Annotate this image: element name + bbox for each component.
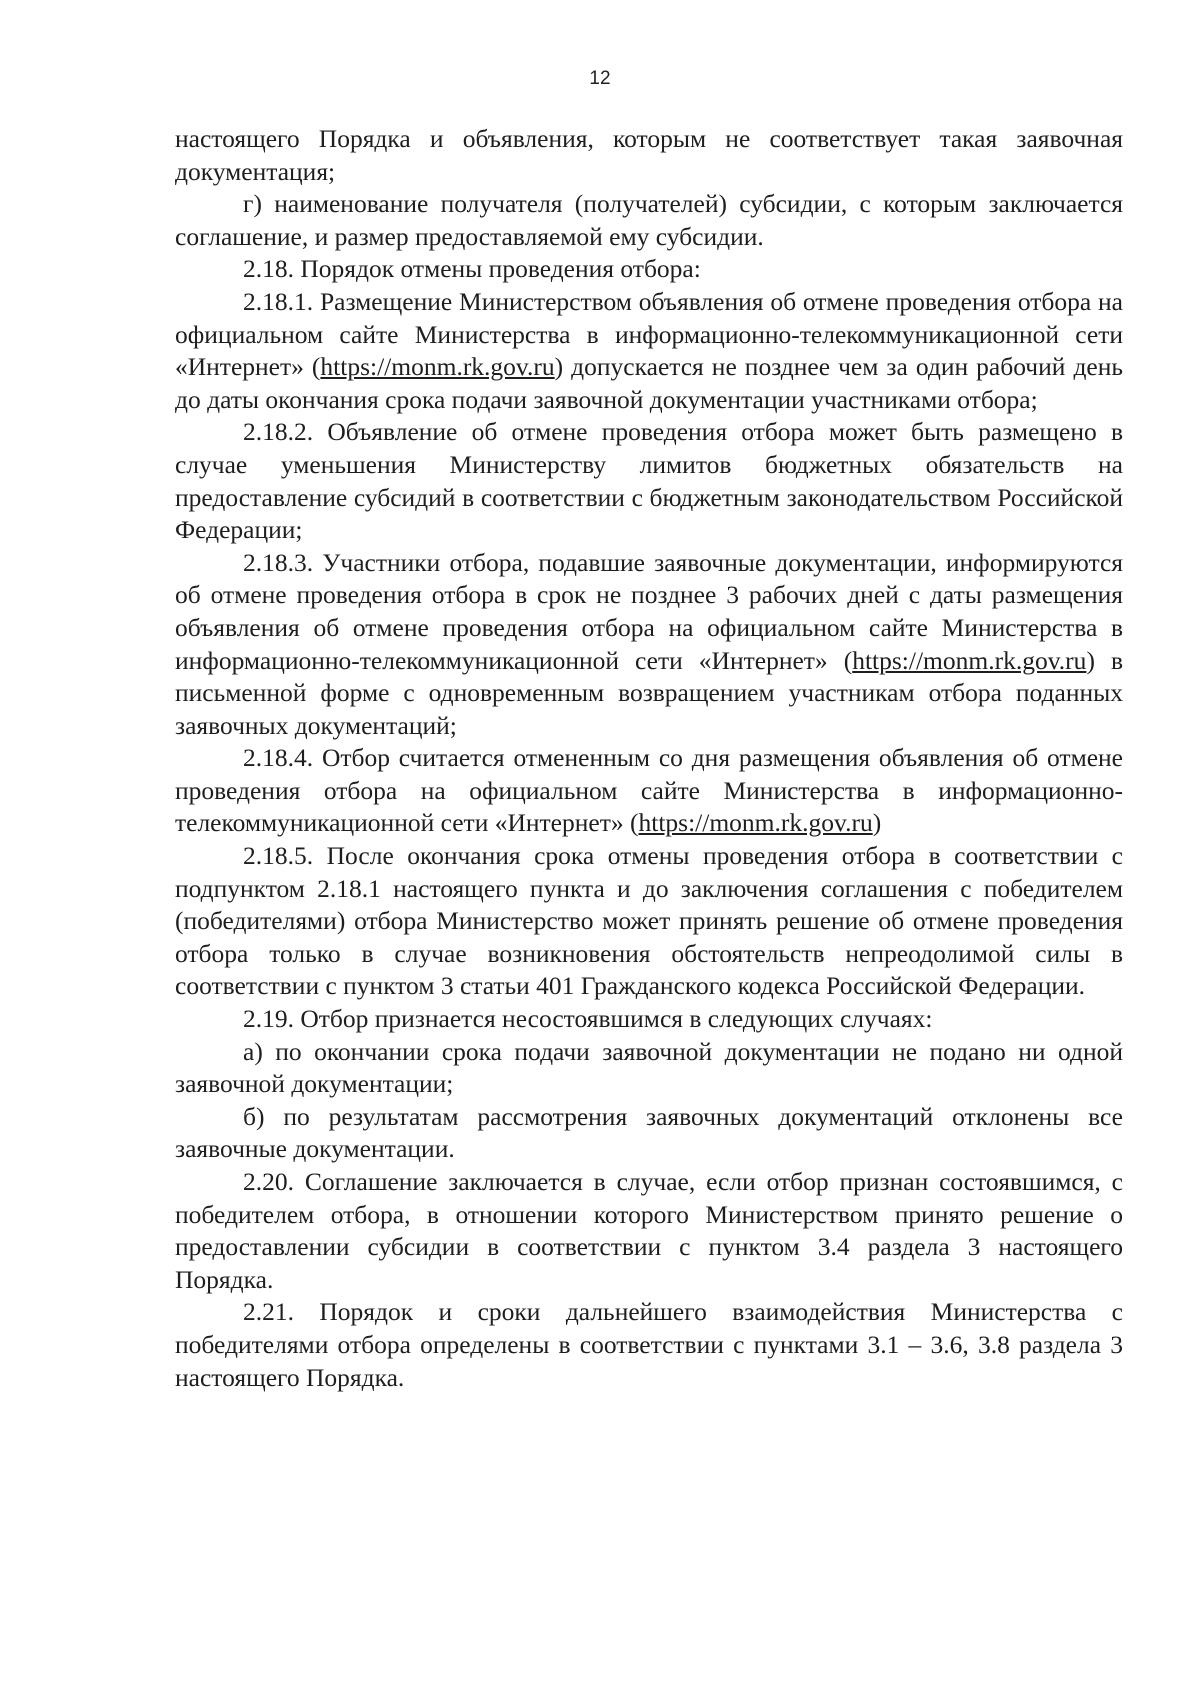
paragraph-text: 2.18.4. Отбор считается отмененным со дня размещения объявления об отмене проведения отбора на официальном сайте Министерства в информационно-телекоммуникационной сети «Интернет» (: [175, 743, 1123, 838]
paragraph-item-a: а) по окончании срока подачи заявочной документации не подано ни одной заявочной документации;: [175, 1036, 1123, 1099]
page-number: 12: [589, 68, 611, 89]
site-link[interactable]: https://monm.rk.gov.ru: [638, 808, 873, 838]
paragraph-2-18-5: 2.18.5. После окончания срока отмены проведения отбора в соответствии с подпунктом 2.18.1 настоящего пункта и до заключения соглашения с победителем (победителями) отбора Министерство может принять решение об отмене проведения отбора только в случае возникновения обстоятельств непреодолимой силы в соответствии с пунктом 3 статьи 401 Гражданского кодекса Российской Федерации.: [175, 841, 1123, 1001]
paragraph-text: ) в письменной форме с одновременным возвращением участникам отбора поданных заявочных документаций;: [175, 645, 1123, 740]
paragraph-text: 2.18.3. Участники отбора, подавшие заявочные документации, информируются об отмене проведения отбора в срок не позднее 3 рабочих дней с даты размещения объявления об отмене проведения отбора на официальном сайте Министерства в информационно-телекоммуникационной сети «Интернет» (: [175, 547, 1123, 675]
paragraph-2-18-3: [175, 547, 1123, 743]
paragraph-2-18-4: [175, 742, 1123, 840]
paragraph-text: 2.18.1. Размещение Министерством объявления об отмене проведения отбора на официальном сайте Министерства в информационно-телекоммуникационной сети «Интернет» (: [175, 286, 1123, 382]
paragraph-2-18: 2.18. Порядок отмены проведения отбора:: [243, 254, 701, 284]
paragraph-text: ) допускается не позднее чем за один рабочий день до даты окончания срока подачи заявочной документации участниками отбора;: [175, 352, 1124, 414]
document-body: [175, 123, 1123, 1394]
paragraph-text: ): [872, 808, 882, 838]
paragraph-2-18-1: [175, 286, 1123, 416]
paragraph-continuation: настоящего Порядка и объявления, которым не соответствует такая заявочная документация;: [175, 124, 1123, 186]
paragraph-2-20: 2.20. Соглашение заключается в случае, если отбор признан состоявшимся, с победителем отбора, в отношении которого Министерством принято решение о предоставлении субсидии в соответствии с пунктом 3.4 раздела 3 настоящего Порядка.: [175, 1167, 1123, 1294]
site-link[interactable]: https://monm.rk.gov.ru: [852, 645, 1087, 675]
paragraph-2-21: 2.21. Порядок и сроки дальнейшего взаимодействия Министерства с победителями отбора определены в соответствии с пунктами 3.1 – 3.6, 3.8 раздела 3 настоящего Порядка.: [175, 1297, 1123, 1392]
paragraph-item-b: б) по результатам рассмотрения заявочных документаций отклонены все заявочные документации.: [175, 1101, 1123, 1164]
paragraph-item-g: г) наименование получателя (получателей) субсидии, с которым заключается соглашение, и размер предоставляемой ему субсидии.: [175, 189, 1123, 251]
paragraph-2-18-2: 2.18.2. Объявление об отмене проведения отбора может быть размещено в случае уменьшения Министерству лимитов бюджетных обязательств на предоставление субсидий в соответствии с бюджетным законодательством Российской Федерации;: [175, 417, 1123, 545]
paragraph-2-19: 2.19. Отбор признается несостоявшимся в следующих случаях:: [243, 1004, 933, 1034]
site-link[interactable]: https://monm.rk.gov.ru: [320, 352, 555, 382]
